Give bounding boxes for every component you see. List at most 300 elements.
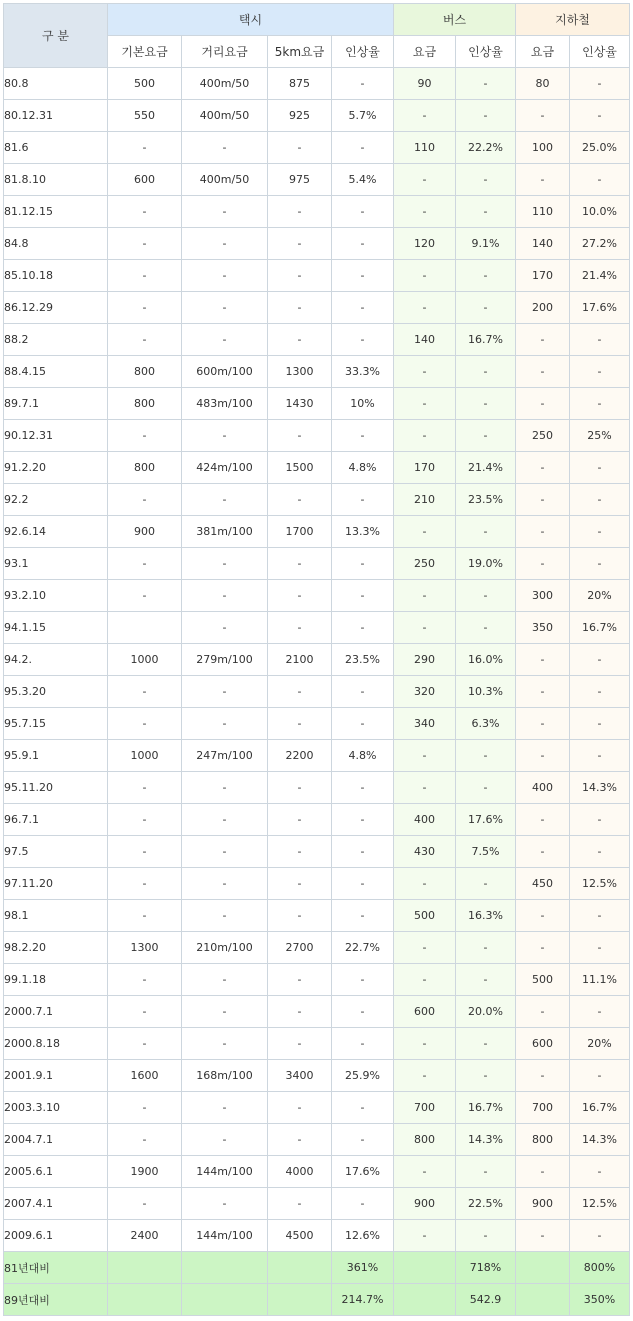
taxi-base-fare: - — [108, 548, 182, 580]
taxi-increase-rate: - — [332, 228, 394, 260]
table-row — [4, 356, 630, 388]
table-row — [4, 1028, 630, 1060]
subway-fare: 700 — [516, 1092, 570, 1124]
subway-increase-rate: 14.3% — [570, 1124, 630, 1156]
taxi-5km-fare: 1700 — [268, 516, 332, 548]
bus-increase-rate: 21.4% — [456, 452, 516, 484]
taxi-increase-rate: - — [332, 132, 394, 164]
taxi-increase-rate: - — [332, 996, 394, 1028]
taxi-distance-fare: - — [182, 1092, 268, 1124]
taxi-5km-fare: - — [268, 132, 332, 164]
subway-fare: 110 — [516, 196, 570, 228]
taxi-increase-rate: 23.5% — [332, 644, 394, 676]
bus-fare: - — [394, 612, 456, 644]
bus-fare: 320 — [394, 676, 456, 708]
subway-increase-rate: 12.5% — [570, 1188, 630, 1220]
subway-increase-rate: 25% — [570, 420, 630, 452]
summary-subway-fare — [516, 1284, 570, 1316]
row-date: 81.6 — [4, 132, 108, 164]
taxi-5km-fare: 1300 — [268, 356, 332, 388]
row-date: 2000.7.1 — [4, 996, 108, 1028]
bus-increase-rate: - — [456, 292, 516, 324]
taxi-base-fare: 600 — [108, 164, 182, 196]
bus-increase-rate: 10.3% — [456, 676, 516, 708]
summary-taxi-5km-fare — [268, 1284, 332, 1316]
taxi-5km-fare: - — [268, 228, 332, 260]
row-date: 88.4.15 — [4, 356, 108, 388]
summary-row — [4, 1252, 630, 1284]
table-row — [4, 580, 630, 612]
taxi-distance-fare: - — [182, 964, 268, 996]
subway-increase-rate: 16.7% — [570, 1092, 630, 1124]
bus-fare: - — [394, 100, 456, 132]
subway-fare: 350 — [516, 612, 570, 644]
table-row — [4, 900, 630, 932]
taxi-increase-rate: - — [332, 548, 394, 580]
bus-fare: 340 — [394, 708, 456, 740]
table-row — [4, 324, 630, 356]
row-date: 2003.3.10 — [4, 1092, 108, 1124]
row-date: 86.12.29 — [4, 292, 108, 324]
bus-increase-rate: - — [456, 516, 516, 548]
row-date: 96.7.1 — [4, 804, 108, 836]
table-row — [4, 612, 630, 644]
bus-increase-rate: 22.5% — [456, 1188, 516, 1220]
subway-fare: 450 — [516, 868, 570, 900]
taxi-increase-rate: - — [332, 964, 394, 996]
subway-increase-rate: - — [570, 452, 630, 484]
taxi-base-fare: - — [108, 132, 182, 164]
summary-taxi-base-fare — [108, 1252, 182, 1284]
bus-increase-rate: - — [456, 356, 516, 388]
taxi-5km-fare: - — [268, 772, 332, 804]
bus-increase-rate: - — [456, 772, 516, 804]
taxi-5km-fare: - — [268, 836, 332, 868]
taxi-increase-rate: - — [332, 612, 394, 644]
taxi-increase-rate: 5.4% — [332, 164, 394, 196]
bus-increase-rate: - — [456, 1028, 516, 1060]
row-date: 89.7.1 — [4, 388, 108, 420]
taxi-base-fare: - — [108, 676, 182, 708]
table-row — [4, 964, 630, 996]
taxi-increase-rate: - — [332, 1124, 394, 1156]
header-bus-fare: 요금 — [394, 36, 456, 68]
taxi-increase-rate: 10% — [332, 388, 394, 420]
subway-increase-rate: - — [570, 388, 630, 420]
taxi-base-fare: - — [108, 964, 182, 996]
subway-fare: - — [516, 836, 570, 868]
subway-fare: - — [516, 164, 570, 196]
taxi-distance-fare: 400m/50 — [182, 164, 268, 196]
header-taxi-increase-rate: 인상율 — [332, 36, 394, 68]
taxi-5km-fare: - — [268, 580, 332, 612]
subway-increase-rate: - — [570, 548, 630, 580]
row-date: 81.8.10 — [4, 164, 108, 196]
subway-increase-rate: - — [570, 676, 630, 708]
taxi-distance-fare: 144m/100 — [182, 1156, 268, 1188]
taxi-distance-fare: - — [182, 196, 268, 228]
bus-increase-rate: 6.3% — [456, 708, 516, 740]
subway-increase-rate: - — [570, 516, 630, 548]
taxi-increase-rate: - — [332, 420, 394, 452]
summary-bus-increase-rate: 542.9 — [456, 1284, 516, 1316]
bus-fare: 430 — [394, 836, 456, 868]
subway-fare: - — [516, 388, 570, 420]
subway-increase-rate: - — [570, 644, 630, 676]
header-taxi: 택시 — [108, 4, 394, 36]
row-date: 2005.6.1 — [4, 1156, 108, 1188]
taxi-5km-fare: - — [268, 804, 332, 836]
taxi-increase-rate: - — [332, 484, 394, 516]
header-taxi-5km-fare: 5km요금 — [268, 36, 332, 68]
taxi-increase-rate: 25.9% — [332, 1060, 394, 1092]
taxi-base-fare: - — [108, 196, 182, 228]
taxi-increase-rate: - — [332, 804, 394, 836]
row-date: 2009.6.1 — [4, 1220, 108, 1252]
bus-fare: - — [394, 1060, 456, 1092]
summary-taxi-distance-fare — [182, 1284, 268, 1316]
taxi-5km-fare: - — [268, 964, 332, 996]
bus-fare: - — [394, 772, 456, 804]
subway-fare: - — [516, 356, 570, 388]
subway-fare: - — [516, 484, 570, 516]
taxi-distance-fare: 168m/100 — [182, 1060, 268, 1092]
taxi-distance-fare: - — [182, 772, 268, 804]
taxi-5km-fare: 4000 — [268, 1156, 332, 1188]
summary-bus-increase-rate: 718% — [456, 1252, 516, 1284]
taxi-distance-fare: 279m/100 — [182, 644, 268, 676]
bus-fare: 140 — [394, 324, 456, 356]
taxi-distance-fare: - — [182, 676, 268, 708]
subway-fare: - — [516, 708, 570, 740]
taxi-distance-fare: - — [182, 484, 268, 516]
row-date: 80.8 — [4, 68, 108, 100]
row-date: 93.2.10 — [4, 580, 108, 612]
bus-fare: - — [394, 1156, 456, 1188]
taxi-increase-rate: 33.3% — [332, 356, 394, 388]
bus-increase-rate: - — [456, 964, 516, 996]
row-date: 2004.7.1 — [4, 1124, 108, 1156]
bus-fare: - — [394, 868, 456, 900]
taxi-base-fare: 800 — [108, 388, 182, 420]
taxi-increase-rate: 17.6% — [332, 1156, 394, 1188]
bus-fare: - — [394, 356, 456, 388]
table-row — [4, 484, 630, 516]
subway-increase-rate: 20% — [570, 1028, 630, 1060]
bus-increase-rate: - — [456, 196, 516, 228]
taxi-distance-fare: 247m/100 — [182, 740, 268, 772]
bus-increase-rate: - — [456, 612, 516, 644]
bus-increase-rate: 16.0% — [456, 644, 516, 676]
subway-increase-rate: - — [570, 932, 630, 964]
summary-subway-fare — [516, 1252, 570, 1284]
subway-increase-rate: 16.7% — [570, 612, 630, 644]
summary-taxi-increase-rate: 361% — [332, 1252, 394, 1284]
bus-fare: 90 — [394, 68, 456, 100]
table-row — [4, 420, 630, 452]
table-row — [4, 836, 630, 868]
taxi-increase-rate: - — [332, 1092, 394, 1124]
header-bus: 버스 — [394, 4, 516, 36]
taxi-base-fare: 1300 — [108, 932, 182, 964]
row-date: 97.5 — [4, 836, 108, 868]
taxi-5km-fare: - — [268, 1092, 332, 1124]
subway-fare: 900 — [516, 1188, 570, 1220]
table-row — [4, 1124, 630, 1156]
subway-fare: - — [516, 804, 570, 836]
taxi-base-fare: 1600 — [108, 1060, 182, 1092]
subway-fare: - — [516, 452, 570, 484]
header-subway-increase-rate: 인상율 — [570, 36, 630, 68]
table-row — [4, 452, 630, 484]
taxi-increase-rate: - — [332, 1028, 394, 1060]
subway-increase-rate: - — [570, 1060, 630, 1092]
bus-increase-rate: 9.1% — [456, 228, 516, 260]
bus-increase-rate: - — [456, 1156, 516, 1188]
taxi-5km-fare: - — [268, 548, 332, 580]
subway-increase-rate: 27.2% — [570, 228, 630, 260]
taxi-5km-fare: - — [268, 1124, 332, 1156]
taxi-distance-fare: 424m/100 — [182, 452, 268, 484]
subway-increase-rate: 12.5% — [570, 868, 630, 900]
subway-fare: 80 — [516, 68, 570, 100]
subway-fare: 170 — [516, 260, 570, 292]
taxi-5km-fare: 1430 — [268, 388, 332, 420]
taxi-base-fare — [108, 612, 182, 644]
bus-increase-rate: - — [456, 1220, 516, 1252]
subway-fare: 800 — [516, 1124, 570, 1156]
taxi-base-fare: - — [108, 900, 182, 932]
taxi-base-fare: - — [108, 804, 182, 836]
taxi-base-fare: - — [108, 772, 182, 804]
subway-increase-rate: 21.4% — [570, 260, 630, 292]
taxi-base-fare: - — [108, 228, 182, 260]
bus-increase-rate: 20.0% — [456, 996, 516, 1028]
table-row — [4, 772, 630, 804]
taxi-base-fare: - — [108, 1124, 182, 1156]
taxi-base-fare: 1000 — [108, 644, 182, 676]
bus-fare: - — [394, 196, 456, 228]
taxi-base-fare: - — [108, 868, 182, 900]
summary-taxi-5km-fare — [268, 1252, 332, 1284]
taxi-distance-fare: 600m/100 — [182, 356, 268, 388]
bus-fare: - — [394, 740, 456, 772]
bus-increase-rate: 23.5% — [456, 484, 516, 516]
bus-increase-rate: - — [456, 580, 516, 612]
bus-fare: - — [394, 932, 456, 964]
table-row — [4, 1220, 630, 1252]
taxi-5km-fare: - — [268, 484, 332, 516]
header-taxi-base-fare: 기본요금 — [108, 36, 182, 68]
header-taxi-distance-fare: 거리요금 — [182, 36, 268, 68]
taxi-increase-rate: - — [332, 292, 394, 324]
table-row — [4, 676, 630, 708]
taxi-increase-rate: - — [332, 196, 394, 228]
bus-fare: - — [394, 388, 456, 420]
row-date: 85.10.18 — [4, 260, 108, 292]
subway-fare: - — [516, 900, 570, 932]
table-row — [4, 996, 630, 1028]
table-row — [4, 804, 630, 836]
row-date: 98.2.20 — [4, 932, 108, 964]
row-date: 94.2. — [4, 644, 108, 676]
taxi-distance-fare: - — [182, 420, 268, 452]
taxi-5km-fare: - — [268, 260, 332, 292]
bus-increase-rate: - — [456, 1060, 516, 1092]
row-date: 91.2.20 — [4, 452, 108, 484]
taxi-5km-fare: 4500 — [268, 1220, 332, 1252]
taxi-base-fare: 550 — [108, 100, 182, 132]
taxi-distance-fare: - — [182, 260, 268, 292]
taxi-increase-rate: - — [332, 868, 394, 900]
taxi-base-fare: - — [108, 1092, 182, 1124]
subway-increase-rate: 14.3% — [570, 772, 630, 804]
row-date: 2000.8.18 — [4, 1028, 108, 1060]
taxi-increase-rate: - — [332, 324, 394, 356]
taxi-base-fare: - — [108, 484, 182, 516]
taxi-increase-rate: - — [332, 708, 394, 740]
table-row — [4, 132, 630, 164]
row-date: 80.12.31 — [4, 100, 108, 132]
row-date: 81.12.15 — [4, 196, 108, 228]
row-date: 95.9.1 — [4, 740, 108, 772]
bus-fare: 210 — [394, 484, 456, 516]
taxi-distance-fare: - — [182, 836, 268, 868]
row-date: 95.7.15 — [4, 708, 108, 740]
taxi-base-fare: - — [108, 996, 182, 1028]
bus-fare: 600 — [394, 996, 456, 1028]
taxi-5km-fare: 975 — [268, 164, 332, 196]
summary-taxi-base-fare — [108, 1284, 182, 1316]
taxi-5km-fare: - — [268, 708, 332, 740]
taxi-distance-fare: 210m/100 — [182, 932, 268, 964]
taxi-base-fare: - — [108, 1188, 182, 1220]
table-row — [4, 1188, 630, 1220]
table-row — [4, 708, 630, 740]
taxi-5km-fare: 3400 — [268, 1060, 332, 1092]
taxi-distance-fare: - — [182, 324, 268, 356]
taxi-distance-fare: - — [182, 708, 268, 740]
subway-fare: 600 — [516, 1028, 570, 1060]
bus-increase-rate: 17.6% — [456, 804, 516, 836]
taxi-5km-fare: 2100 — [268, 644, 332, 676]
subway-fare: 300 — [516, 580, 570, 612]
taxi-5km-fare: - — [268, 196, 332, 228]
taxi-increase-rate: 4.8% — [332, 740, 394, 772]
fare-history-table — [3, 3, 630, 1316]
taxi-base-fare: - — [108, 836, 182, 868]
bus-fare: 500 — [394, 900, 456, 932]
taxi-base-fare: - — [108, 260, 182, 292]
subway-increase-rate: - — [570, 1220, 630, 1252]
taxi-increase-rate: - — [332, 580, 394, 612]
bus-fare: - — [394, 516, 456, 548]
taxi-base-fare: 800 — [108, 356, 182, 388]
taxi-increase-rate: - — [332, 676, 394, 708]
bus-increase-rate: 14.3% — [456, 1124, 516, 1156]
summary-bus-fare — [394, 1252, 456, 1284]
subway-increase-rate: - — [570, 740, 630, 772]
taxi-increase-rate: - — [332, 68, 394, 100]
taxi-5km-fare: - — [268, 1028, 332, 1060]
taxi-distance-fare: - — [182, 1188, 268, 1220]
taxi-increase-rate: 4.8% — [332, 452, 394, 484]
subway-increase-rate: 10.0% — [570, 196, 630, 228]
bus-fare: 900 — [394, 1188, 456, 1220]
row-date: 90.12.31 — [4, 420, 108, 452]
header-row-groups — [4, 4, 630, 36]
header-gubun: 구 분 — [4, 4, 108, 68]
row-date: 97.11.20 — [4, 868, 108, 900]
bus-fare: - — [394, 1028, 456, 1060]
subway-fare: - — [516, 644, 570, 676]
table-row — [4, 932, 630, 964]
taxi-base-fare: - — [108, 324, 182, 356]
subway-increase-rate: - — [570, 900, 630, 932]
table-row — [4, 196, 630, 228]
subway-fare: - — [516, 740, 570, 772]
table-row — [4, 388, 630, 420]
subway-increase-rate: 11.1% — [570, 964, 630, 996]
taxi-increase-rate: - — [332, 1188, 394, 1220]
taxi-distance-fare: - — [182, 996, 268, 1028]
row-date: 2007.4.1 — [4, 1188, 108, 1220]
bus-fare: 110 — [394, 132, 456, 164]
subway-fare: - — [516, 1156, 570, 1188]
row-date: 93.1 — [4, 548, 108, 580]
table-row — [4, 164, 630, 196]
subway-increase-rate: - — [570, 356, 630, 388]
row-date: 92.2 — [4, 484, 108, 516]
taxi-distance-fare: - — [182, 900, 268, 932]
taxi-increase-rate: - — [332, 260, 394, 292]
taxi-increase-rate: - — [332, 900, 394, 932]
taxi-5km-fare: - — [268, 292, 332, 324]
bus-fare: 800 — [394, 1124, 456, 1156]
bus-increase-rate: - — [456, 740, 516, 772]
table-row — [4, 68, 630, 100]
bus-fare: - — [394, 580, 456, 612]
subway-fare: - — [516, 1220, 570, 1252]
bus-increase-rate: - — [456, 68, 516, 100]
header-subway-fare: 요금 — [516, 36, 570, 68]
bus-fare: 120 — [394, 228, 456, 260]
summary-subway-increase-rate: 800% — [570, 1252, 630, 1284]
table-row — [4, 516, 630, 548]
subway-fare: - — [516, 100, 570, 132]
row-date: 2001.9.1 — [4, 1060, 108, 1092]
bus-increase-rate: - — [456, 260, 516, 292]
taxi-distance-fare: - — [182, 868, 268, 900]
fare-rows — [4, 68, 630, 1316]
bus-increase-rate: 7.5% — [456, 836, 516, 868]
table-row — [4, 548, 630, 580]
subway-fare: 400 — [516, 772, 570, 804]
subway-increase-rate: 20% — [570, 580, 630, 612]
taxi-5km-fare: 1500 — [268, 452, 332, 484]
table-row — [4, 260, 630, 292]
taxi-5km-fare: - — [268, 868, 332, 900]
bus-increase-rate: - — [456, 164, 516, 196]
bus-fare: - — [394, 420, 456, 452]
taxi-distance-fare: 381m/100 — [182, 516, 268, 548]
taxi-distance-fare: - — [182, 548, 268, 580]
taxi-base-fare: - — [108, 708, 182, 740]
taxi-distance-fare: 400m/50 — [182, 100, 268, 132]
subway-increase-rate: - — [570, 324, 630, 356]
subway-fare: 100 — [516, 132, 570, 164]
taxi-increase-rate: 12.6% — [332, 1220, 394, 1252]
